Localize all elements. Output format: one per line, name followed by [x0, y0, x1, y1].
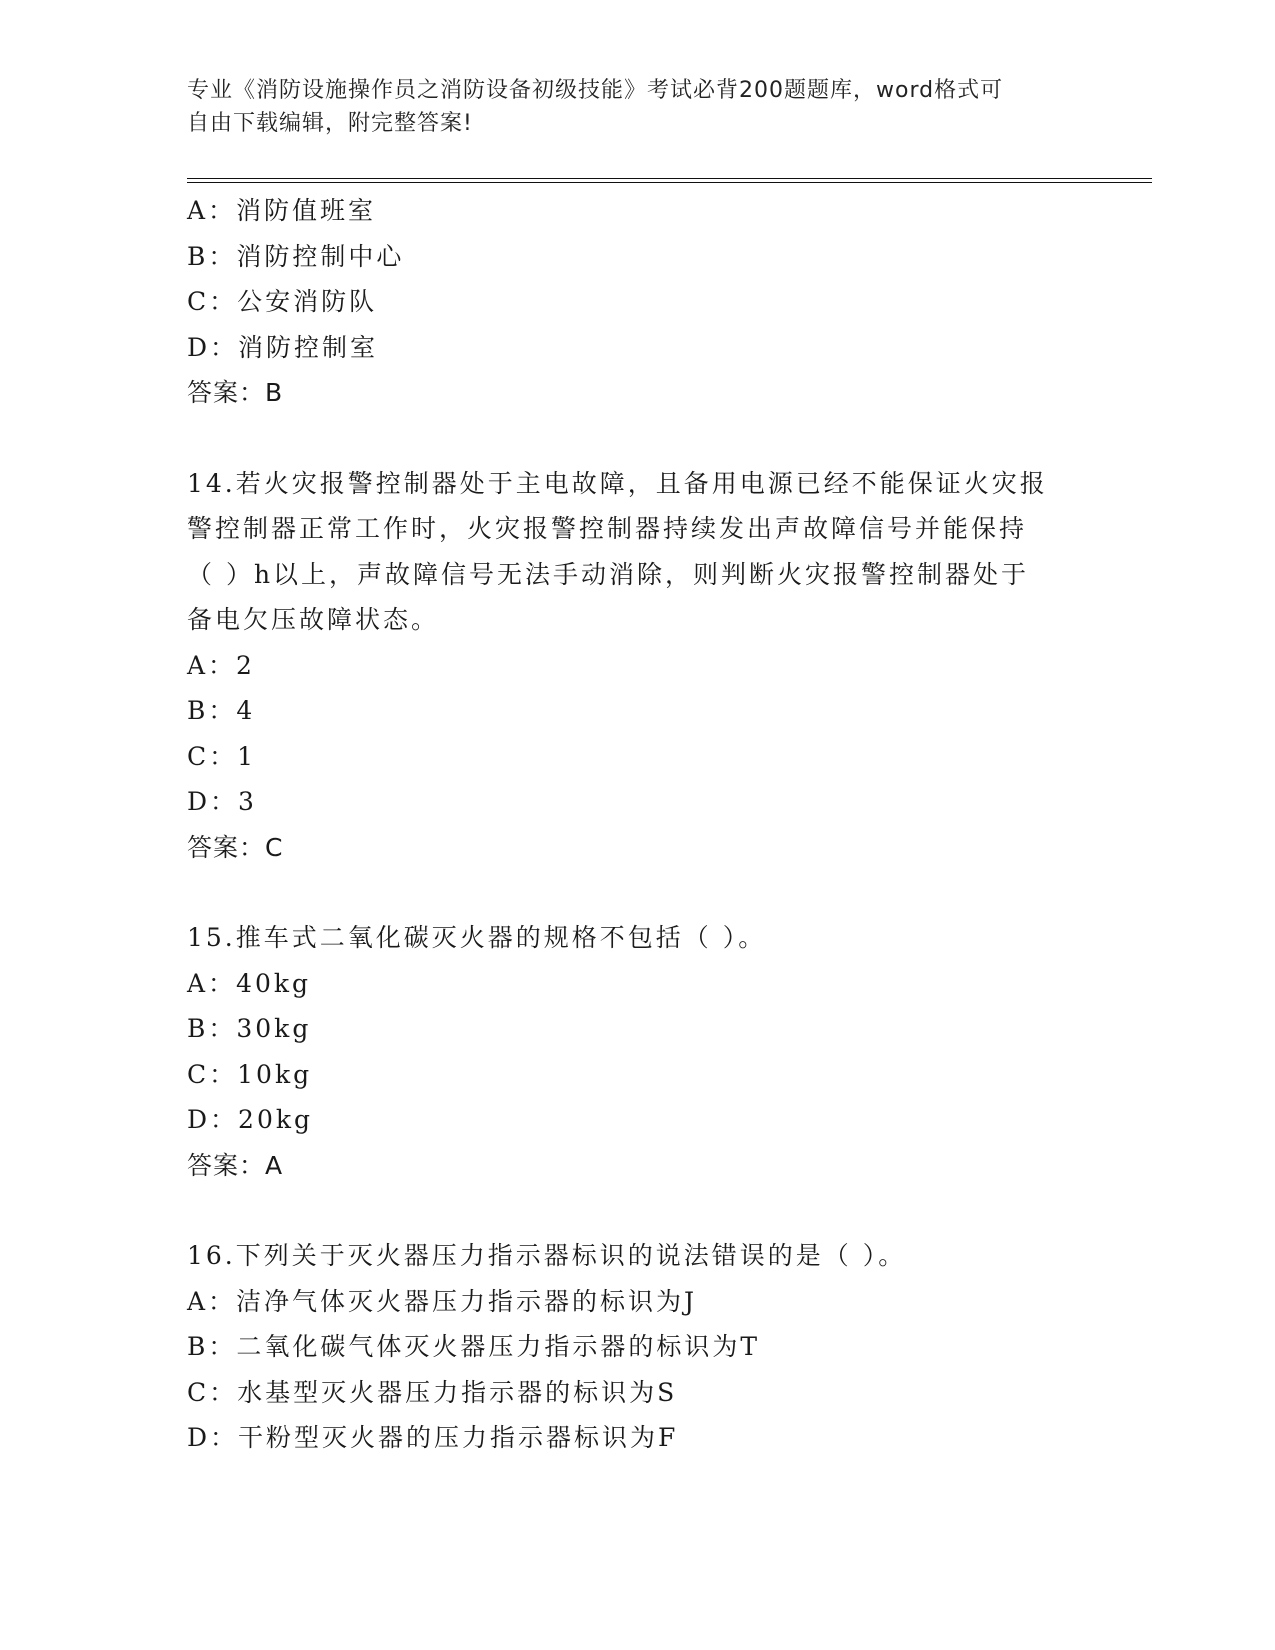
option-b: B：消防控制中心: [187, 241, 405, 271]
option-a: A：洁净气体灭火器压力指示器的标识为J: [187, 1286, 698, 1316]
question-stem: 15.推车式二氧化碳灭火器的规格不包括（ ）。: [187, 923, 767, 952]
question-stem-line: （ ）h以上，声故障信号无法手动消除，则判断火灾报警控制器处于: [187, 559, 1030, 589]
answer: 答案：C: [187, 832, 284, 862]
document-header: [187, 74, 1067, 140]
answer: 答案：A: [187, 1150, 284, 1180]
spacer: [187, 1188, 1087, 1233]
option-a: A：2: [187, 650, 255, 680]
option-d: D：20kg: [187, 1105, 314, 1134]
header-line-1: 专业《消防设施操作员之消防设备初级技能》考试必背200题题库，word格式可: [187, 78, 1004, 103]
question-stem-line: 14.若火灾报警控制器处于主电故障，且备用电源已经不能保证火灾报: [187, 468, 1048, 498]
option-b: B：二氧化碳气体灭火器压力指示器的标识为T: [187, 1332, 761, 1361]
option-d: D：消防控制室: [187, 332, 379, 362]
option-c: C：10kg: [187, 1059, 313, 1089]
question-15: [187, 915, 1087, 1188]
option-b: B：30kg: [187, 1014, 312, 1043]
question-16: [187, 1233, 1087, 1461]
question-stem-line: 备电欠压故障状态。: [187, 605, 440, 634]
option-d: D：3: [187, 787, 257, 816]
header-divider: [187, 178, 1152, 183]
option-c: C：1: [187, 741, 257, 771]
option-a: A：消防值班室: [187, 196, 377, 225]
spacer: [187, 870, 1087, 915]
option-a: A：40kg: [187, 968, 312, 998]
option-b: B：4: [187, 696, 256, 725]
question-list: [187, 188, 1087, 1461]
spacer: [187, 416, 1087, 461]
option-c: C：公安消防队: [187, 287, 378, 316]
answer: 答案：B: [187, 378, 284, 407]
question-stem: 16.下列关于灭火器压力指示器标识的说法错误的是（ ）。: [187, 1241, 907, 1270]
question-13: [187, 188, 1087, 416]
option-c: C：水基型灭火器压力指示器的标识为S: [187, 1377, 678, 1407]
question-stem-line: 警控制器正常工作时，火灾报警控制器持续发出声故障信号并能保持: [187, 514, 1028, 543]
option-d: D：干粉型灭火器的压力指示器标识为F: [187, 1423, 679, 1452]
header-line-2: 自由下载编辑，附完整答案!: [187, 111, 473, 136]
question-14: [187, 461, 1087, 871]
